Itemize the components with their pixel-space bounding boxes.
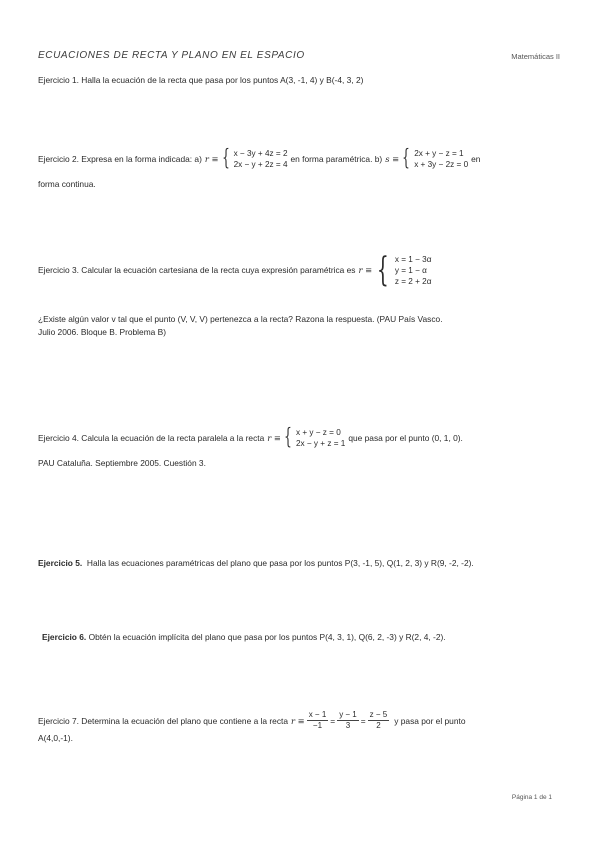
- exercise-3: [38, 250, 434, 290]
- page-number: Página 1 de 1: [511, 794, 552, 801]
- brace: {: [284, 425, 292, 450]
- exercise-4-source: PAU Cataluña. Septiembre 2005. Cuestión 3.: [38, 458, 206, 468]
- exercise-2-continuation: forma continua.: [38, 179, 96, 189]
- exercise-2: [38, 148, 480, 170]
- exercise-7-text: Determina la ecuación del plano que contiene a la recta: [81, 715, 289, 726]
- exercise-7-label: Ejercicio 7.: [38, 715, 79, 726]
- exercise-4-label: Ejercicio 4.: [38, 433, 79, 443]
- brace: {: [402, 146, 411, 171]
- param-eq-x: x = 1 − 3α: [394, 254, 432, 264]
- line-r-eq2: 2x − y + z = 1: [295, 439, 346, 448]
- fraction-z: [368, 710, 390, 731]
- line-r-eq2: 2x − y + 2z = 4: [233, 160, 288, 169]
- brace: {: [377, 250, 389, 290]
- equals-sign: =: [360, 715, 366, 726]
- param-eq-z: z = 2 + 2α: [394, 276, 432, 286]
- fraction-x-denominator: −1: [312, 721, 323, 730]
- exercise-3-text: Calcular la ecuación cartesiana de la recta cuya expresión paramétrica es: [81, 265, 356, 275]
- exercise-7-point: A(4,0,-1).: [38, 733, 73, 743]
- exercise-6-label: Ejercicio 6.: [42, 632, 87, 642]
- param-eq-y: y = 1 − α: [394, 265, 427, 275]
- exercise-3-question: ¿Existe algún valor v tal que el punto (V, V, V) pertenezca a la recta? Razona la respuesta. (PAU País Vasco.: [38, 314, 443, 324]
- document-title: ECUACIONES DE RECTA Y PLANO EN EL ESPACIO: [38, 50, 305, 61]
- line-s-system: [385, 148, 468, 170]
- exercise-4-text: Calcula la ecuación de la recta paralela a la recta: [81, 433, 265, 443]
- exercise-5-label: Ejercicio 5.: [38, 558, 83, 568]
- fraction-x: [307, 710, 329, 731]
- exercise-2-text-b: en forma paramétrica. b): [290, 154, 383, 164]
- equals-sign: =: [330, 715, 336, 726]
- line-r-eq1: x + y − z = 0: [295, 428, 341, 437]
- line-s-eq2: x + 3y − 2z = 0: [414, 160, 469, 169]
- brace: {: [221, 146, 230, 171]
- line-r-system: [205, 148, 288, 170]
- exercise-1: [38, 75, 363, 85]
- line-r-symbol: r ≡: [291, 715, 305, 726]
- exercise-1-text: Halla la ecuación de la recta que pasa por los puntos A(3, -1, 4) y B(-4, 3, 2): [81, 75, 364, 85]
- exercise-3-label: Ejercicio 3.: [38, 265, 79, 275]
- parametric-system: [358, 250, 432, 290]
- exercise-4: [38, 427, 463, 449]
- line-s-symbol: s ≡: [385, 154, 400, 164]
- exercise-7: [38, 710, 466, 731]
- line-r-eq1: x − 3y + 4z = 2: [233, 149, 288, 158]
- exercise-2-label: Ejercicio 2.: [38, 154, 79, 164]
- line-r-system: [267, 427, 345, 449]
- exercise-2-text-a: Expresa en la forma indicada: a): [81, 154, 202, 164]
- exercise-6: [42, 632, 446, 642]
- fraction-z-denominator: 2: [376, 721, 381, 730]
- fraction-x-numerator: x − 1: [308, 710, 327, 719]
- line-r-symbol: r ≡: [358, 265, 373, 275]
- fraction-y: [337, 710, 359, 731]
- fraction-y-denominator: 3: [345, 721, 351, 730]
- line-r-symbol: r ≡: [267, 433, 281, 443]
- line-r-symbol: r ≡: [204, 154, 219, 164]
- exercise-6-text: Obtén la ecuación implícita del plano que pasa por los puntos P(4, 3, 1), Q(6, 2, -3) y R(2, 4, -2).: [88, 632, 446, 642]
- exercise-5-text: Halla las ecuaciones paramétricas del plano que pasa por los puntos P(3, -1, 5), Q(1, 2, 3) y R(9, -2, -2).: [86, 558, 474, 568]
- exercise-5: [38, 558, 474, 568]
- fraction-y-numerator: y − 1: [339, 710, 357, 719]
- exercise-7-text-b: y pasa por el punto: [394, 715, 466, 726]
- subject-label: Matemáticas II: [511, 52, 560, 61]
- line-s-eq1: 2x + y − z = 1: [414, 149, 464, 158]
- exercise-4-text-b: que pasa por el punto (0, 1, 0).: [348, 433, 463, 443]
- exercise-1-label: Ejercicio 1.: [38, 75, 79, 85]
- exercise-3-source: Julio 2006. Bloque B. Problema B): [38, 327, 167, 337]
- exercise-2-text-c: en: [471, 154, 481, 164]
- fraction-z-numerator: z − 5: [369, 710, 388, 719]
